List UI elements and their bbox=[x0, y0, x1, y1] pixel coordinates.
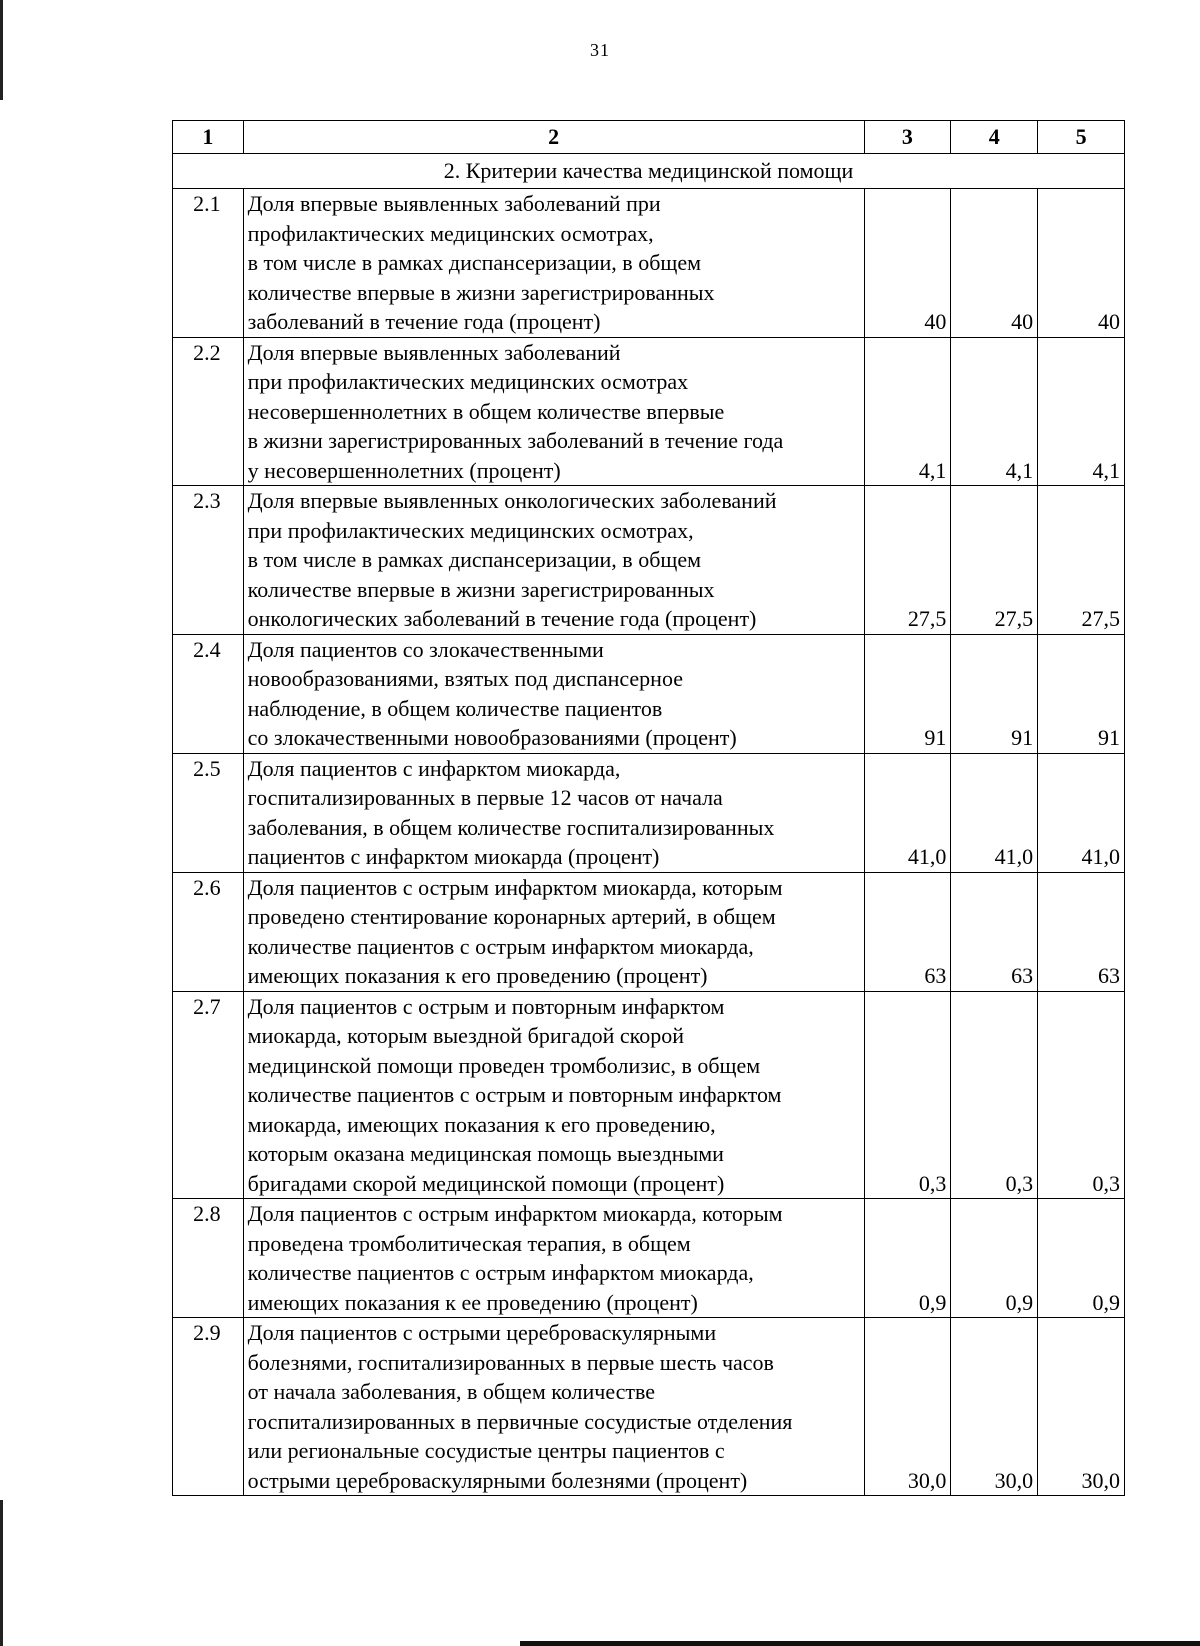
value-col-4: 0,9 bbox=[1005, 1289, 1034, 1315]
row-description: Доля пациентов с острыми цереброваскулярными болезнями, госпитализированных в первые шесть часов от начала заболевания, в общем количестве госпитализированных в первичные сосудистые отделения или региональные сосудистые центры пациентов с острыми цереброваскулярными болезнями (процент) bbox=[247, 1320, 793, 1493]
table-row bbox=[173, 1199, 1125, 1318]
header-col-2: 2 bbox=[243, 121, 864, 154]
value-col-4: 0,3 bbox=[1005, 1170, 1034, 1196]
value-col-5: 41,0 bbox=[1081, 844, 1120, 869]
row-number: 2.2 bbox=[193, 339, 221, 365]
value-col-5: 27,5 bbox=[1081, 606, 1120, 631]
header-col-1: 1 bbox=[173, 121, 244, 154]
row-description: Доля пациентов с инфарктом миокарда, госпитализированных в первые 12 часов от начала заболевания, в общем количестве госпитализированных пациентов с инфарктом миокарда (процент) bbox=[247, 755, 775, 869]
value-col-3: 0,3 bbox=[918, 1170, 947, 1196]
table-row bbox=[173, 337, 1125, 486]
value-col-5: 30,0 bbox=[1081, 1467, 1120, 1493]
value-col-4: 63 bbox=[1011, 963, 1034, 988]
value-col-4: 27,5 bbox=[994, 606, 1034, 631]
header-col-5: 5 bbox=[1038, 121, 1125, 154]
value-col-3: 91 bbox=[924, 725, 947, 750]
scan-edge-mark bbox=[0, 1500, 3, 1646]
row-number: 2.7 bbox=[193, 993, 221, 1019]
row-number: 2.9 bbox=[193, 1320, 221, 1345]
row-number: 2.1 bbox=[193, 191, 221, 216]
row-description: Доля впервые выявленных онкологических заболеваний при профилактических медицинских осмотрах, в том числе в рамках диспансеризации, в общем количестве впервые в жизни зарегистрированных онкологических заболеваний в течение года (процент) bbox=[247, 488, 777, 631]
value-col-3: 63 bbox=[924, 963, 947, 988]
value-col-3: 30,0 bbox=[907, 1467, 947, 1493]
value-col-5: 91 bbox=[1098, 725, 1120, 750]
value-col-3: 0,9 bbox=[918, 1289, 947, 1315]
value-col-5: 63 bbox=[1098, 963, 1120, 988]
row-number: 2.3 bbox=[193, 488, 221, 513]
value-col-5: 0,9 bbox=[1092, 1289, 1120, 1315]
value-col-3: 27,5 bbox=[907, 606, 947, 631]
table-row bbox=[173, 486, 1125, 635]
row-description: Доля впервые выявленных заболеваний при профилактических медицинских осмотрах несовершеннолетних в общем количестве впервые в жизни зарегистрированных заболеваний в течение года у несовершеннолетних (процент) bbox=[247, 339, 784, 483]
row-description: Доля пациентов со злокачественными новообразованиями, взятых под диспансерное наблюдение, в общем количестве пациентов со злокачественными новообразованиями (процент) bbox=[247, 636, 737, 750]
table-row bbox=[173, 753, 1125, 872]
table-header-row bbox=[173, 121, 1125, 154]
row-number: 2.6 bbox=[193, 874, 221, 900]
header-col-4: 4 bbox=[951, 121, 1038, 154]
section-row bbox=[173, 154, 1125, 189]
table-row bbox=[173, 634, 1125, 753]
table-row bbox=[173, 1318, 1125, 1496]
row-description: Доля пациентов с острым инфарктом миокарда, которым проведено стентирование коронарных артерий, в общем количестве пациентов с острым инфарктом миокарда, имеющих показания к его проведению (процент) bbox=[247, 874, 783, 988]
value-col-4: 30,0 bbox=[994, 1467, 1034, 1493]
value-col-4: 91 bbox=[1011, 725, 1034, 750]
value-col-4: 4,1 bbox=[1005, 457, 1034, 483]
quality-criteria-table bbox=[172, 120, 1125, 1496]
row-number: 2.4 bbox=[193, 636, 221, 662]
row-description: Доля впервые выявленных заболеваний при профилактических медицинских осмотрах, в том числе в рамках диспансеризации, в общем количестве впервые в жизни зарегистрированных заболеваний в течение года (процент) bbox=[247, 191, 715, 334]
row-description: Доля пациентов с острым и повторным инфарктом миокарда, которым выездной бригадой скорой медицинской помощи проведен тромболизис, в общем количестве пациентов с острым и повторным инфарктом миокарда, имеющих показания к его проведению, которым оказана медицинская помощь выездными бригадами скорой медицинской помощи (процент) bbox=[247, 993, 782, 1196]
row-number: 2.8 bbox=[193, 1201, 221, 1226]
value-col-3: 41,0 bbox=[907, 844, 947, 869]
section-title: 2. Критерии качества медицинской помощи bbox=[173, 154, 1125, 189]
table-row bbox=[173, 189, 1125, 338]
table-row bbox=[173, 991, 1125, 1199]
value-col-5: 4,1 bbox=[1092, 457, 1120, 483]
value-col-4: 40 bbox=[1011, 309, 1034, 334]
row-description: Доля пациентов с острым инфарктом миокарда, которым проведена тромболитическая терапия, в общем количестве пациентов с острым инфарктом миокарда, имеющих показания к ее проведению (процент) bbox=[247, 1201, 783, 1315]
value-col-5: 0,3 bbox=[1092, 1170, 1120, 1196]
header-col-3: 3 bbox=[864, 121, 951, 154]
page-number: 31 bbox=[590, 40, 610, 60]
scan-edge-mark bbox=[520, 1641, 1200, 1646]
table-row bbox=[173, 872, 1125, 991]
value-col-4: 41,0 bbox=[994, 844, 1034, 869]
row-number: 2.5 bbox=[193, 755, 221, 781]
value-col-3: 40 bbox=[924, 309, 947, 334]
value-col-3: 4,1 bbox=[918, 457, 947, 483]
value-col-5: 40 bbox=[1098, 309, 1120, 334]
